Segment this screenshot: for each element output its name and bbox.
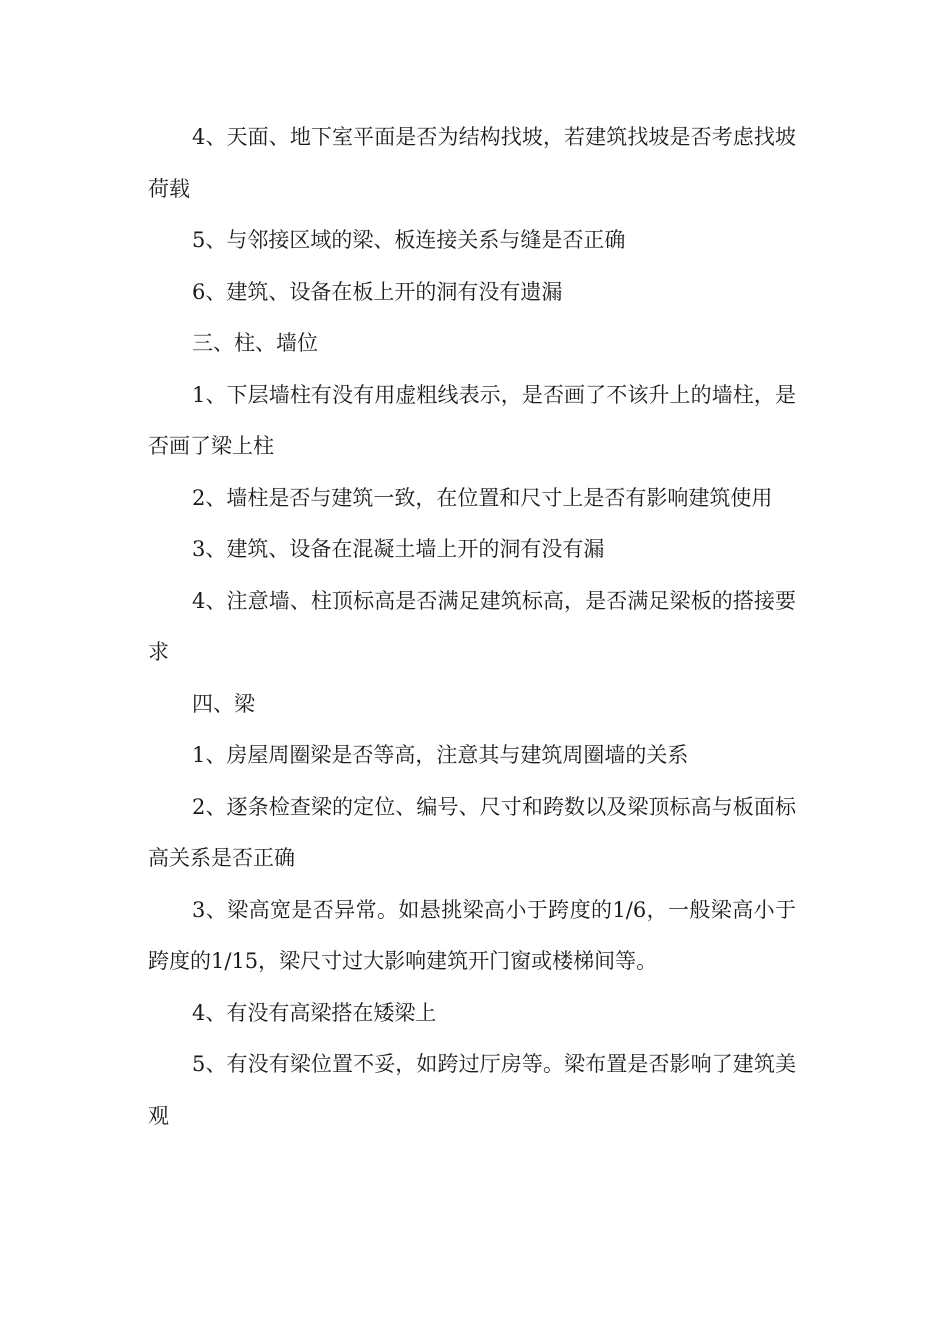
paragraph-beam-check: 2、逐条检查梁的定位、编号、尺寸和跨数以及梁顶标高与板面标高关系是否正确 (148, 794, 796, 870)
paragraph-adjacent-connection: 5、与邻接区域的梁、板连接关系与缝是否正确 (192, 228, 626, 252)
paragraph-high-low-beams: 4、有没有高梁搭在矮梁上 (192, 1000, 437, 1025)
paragraph-lower-columns: 1、下层墙柱有没有用虚粗线表示，是否画了不该升上的墙柱，是否画了梁上柱 (148, 382, 796, 458)
paragraph-slope: 4、天面、地下室平面是否为结构找坡，若建筑找坡是否考虑找坡荷载 (148, 125, 796, 201)
section-heading-columns-walls: 三、柱、墙位 (192, 331, 318, 355)
paragraph-wall-openings: 3、建筑、设备在混凝土墙上开的洞有没有漏 (192, 537, 605, 561)
document-body (148, 112, 796, 1142)
paragraph-slab-openings: 6、建筑、设备在板上开的洞有没有遗漏 (192, 279, 563, 304)
paragraph-top-elevation: 4、注意墙、柱顶标高是否满足建筑标高，是否满足梁板的搭接要求 (148, 588, 796, 664)
section-heading-beams: 四、梁 (192, 691, 255, 716)
paragraph-column-consistency: 2、墙柱是否与建筑一致，在位置和尺寸上是否有影响建筑使用 (192, 485, 773, 510)
paragraph-beam-size: 3、梁高宽是否异常。如悬挑梁高小于跨度的1/6，一般梁高小于跨度的1/15，梁尺寸过大影响建筑开门窗或楼梯间等。 (148, 897, 796, 973)
paragraph-beam-position: 5、有没有梁位置不妥，如跨过厅房等。梁布置是否影响了建筑美观 (148, 1052, 796, 1128)
paragraph-perimeter-beams: 1、房屋周圈梁是否等高，注意其与建筑周圈墙的关系 (192, 743, 689, 767)
